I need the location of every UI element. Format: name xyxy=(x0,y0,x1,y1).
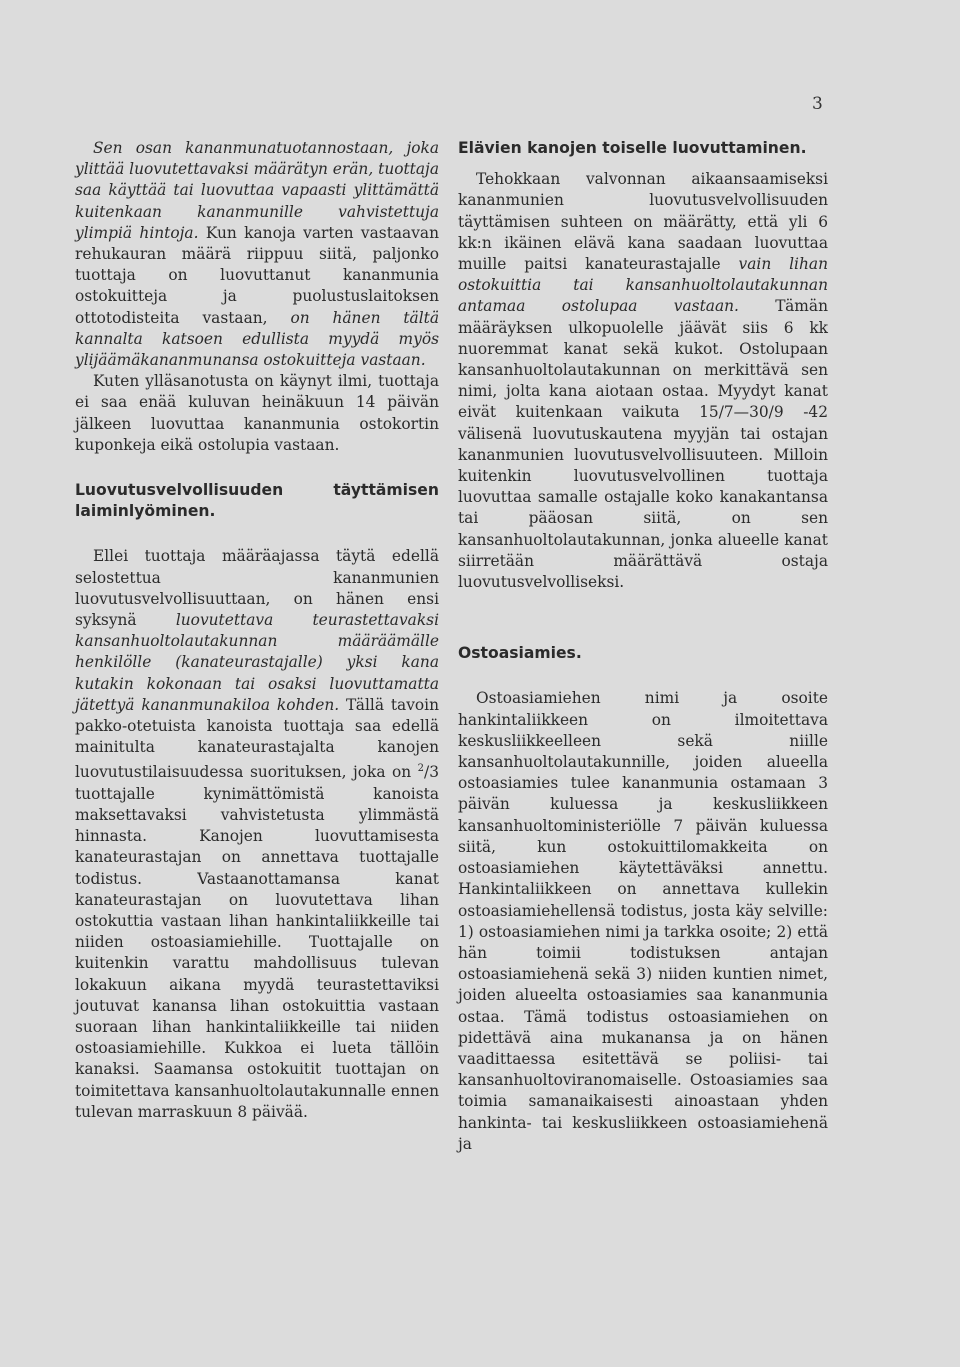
body-text: Kun kanoja varten vastaavan rehukauran määrä riippuu siitä, paljonko tuottaja on luovuttanut kananmunia ostokuitteja ja puolustuslaitoksen ottotodisteita vastaan, xyxy=(75,223,440,327)
italic-text: Sen osan kananmunatuotannostaan, joka ylittää luovutettavaksi määrätyn erän, tuottaja saa käyttää tai luovuttaa vapaasti ylittämättä kuitenkaan kananmunille vahvistettuja ylimpiä hintoja. xyxy=(75,139,439,242)
italic-text: on hänen tältä kannalta katsoen edullista myydä myös ylijäämäkananmunansa ostokuitteja vastaan. xyxy=(75,308,439,370)
body-text: tuottajalle kynimättömistä kanoista maksettavaksi vahvistetusta ylimmästä hinnasta. Kanojen luovuttamisesta kanateurastajan on annettava tuottajalle todistus. Vastaanottamansa kanat kanateurastajan on luovutettava lihan ostokuttia vastaan lihan hankintaliikkeille tai niiden ostoasiamiehille. Tuottajalle on kuitenkin varattu mahdollisuus tulevan lokakuun aikana myydä teurastettaviksi joutuvat kanansa lihan ostokuittia vastaan suoraan lihan hankintaliikkeille tai niiden ostoasiamiehille. Kukkoa ei lueta tällöin kanaksi. Saamansa ostokuitit tuottajan on toimitettava kansanhuoltolautakunnalle ennen tulevan marraskuun 8 päivää. xyxy=(75,784,439,1121)
italic-text: luovutettava teurastettavaksi kansanhuoltolautakunnan määräämälle henkilölle (kanateurastajalle) yksi kana kutakin kokonaan tai osaksi luovuttamatta jätettyä kananmunakiloa kohden. xyxy=(75,611,439,714)
body-text: Tällä tavoin pakko-otetuista kanoista tuottaja saa edellä mainitulta kanateurastajalta kanojen luovutustilaisuudessa suorituksen, joka on xyxy=(75,695,439,782)
left-column xyxy=(75,138,439,1123)
body-text: Tehokkaan valvonnan aikaansaamiseksi kananmunien luovutusvelvollisuuden täyttämisen suhteen on määrätty, että yli 6 kk:n ikäinen elävä kana saadaan luovuttaa muille paitsi kanateurastajalle xyxy=(458,170,828,274)
italic-text: vain lihan ostokuittia tai kansanhuoltolautakunnan antamaa ostolupaa vastaan. xyxy=(458,255,828,316)
section-heading-neglect: Luovutusvelvollisuuden täyttämisen laiminlyöminen. xyxy=(75,481,439,521)
paragraph-penalty xyxy=(75,546,439,1122)
section-heading-purchasing-agent: Ostoasiamies. xyxy=(458,644,582,663)
body-text: Ellei tuottaja määräajassa täytä edellä selostettua kananmunien luovutusvelvollisuuttaan, on hänen ensi syksynä xyxy=(75,547,439,630)
fraction-numerator: 2 xyxy=(417,763,425,775)
page-number: 3 xyxy=(812,94,823,114)
body-text: Tämän määräyksen ulkopuolelle jäävät siis 6 kk nuoremmat kanat sekä kukot. Ostolupaan kansanhuoltolautakunnan on merkittävä sen nimi, jolta kana aiotaan ostaa. Myydyt kanat eivät kuitenkaan vaikuta 15/7—30/9 -42 välisenä luovutuskautena myyjän tai ostajan kananmunien luovutusvelvollisuuteen. Milloin kuitenkin luovutusvelvollinen tuottaja luovuttaa samalle ostajalle koko kanakantansa tai pääosan siitä, on sen kansanhuoltolautakunnan, jonka alueelle kanat siirretään määrättävä ostaja luovutusvelvolliseksi. xyxy=(458,297,828,592)
right-column xyxy=(458,138,828,1155)
paragraph-deadline: Kuten ylläsanotusta on käynyt ilmi, tuottaja ei saa enää kuluvan heinäkuun 14 päivän jälkeen luovuttaa kananmunia ostokortin kuponkeja eikä ostolupia vastaan. xyxy=(75,372,439,454)
paragraph-live-hens xyxy=(458,169,828,593)
fraction-denominator: /3 xyxy=(424,763,439,782)
paragraph-purchasing-agent: Ostoasiamiehen nimi ja osoite hankintaliikkeen on ilmoitettava keskusliikkeelleen sekä niille kansanhuoltolautakunnille, joiden alueella ostoasiamies tulee kananmunia ostamaan 3 päivän kuluessa ja keskusliikkeen kansanhuoltoministeriölle 7 päivän kuluessa siitä, kun ostokuittilomakkeita on ostoasiamiehen käytettäväksi annettu. Hankintaliikkeen on annettava kullekin ostoasiamiehellensä todistus, josta käy selville: 1) ostoasiamiehen nimi ja tarkka osoite; 2) että hän toimii todistuksen antajan ostoasiamiehenä sekä 3) niiden kuntien nimet, joiden alueelta ostoasiamies saa kananmunia ostaa. Tämä todistus ostoasiamiehen on pidettävä aina mukanansa ja on hänen vaadittaessa esitettävä se poliisi- tai kansanhuoltoviranomaiselle. Ostoasiamies saa toimia samanaikaisesti ainoastaan yhden hankinta- tai keskusliikkeen ostoasiamiehenä ja xyxy=(458,689,828,1153)
section-heading-live-hens: Elävien kanojen toiselle luovuttaminen. xyxy=(458,139,807,157)
paragraph-egg-surplus xyxy=(75,138,439,371)
